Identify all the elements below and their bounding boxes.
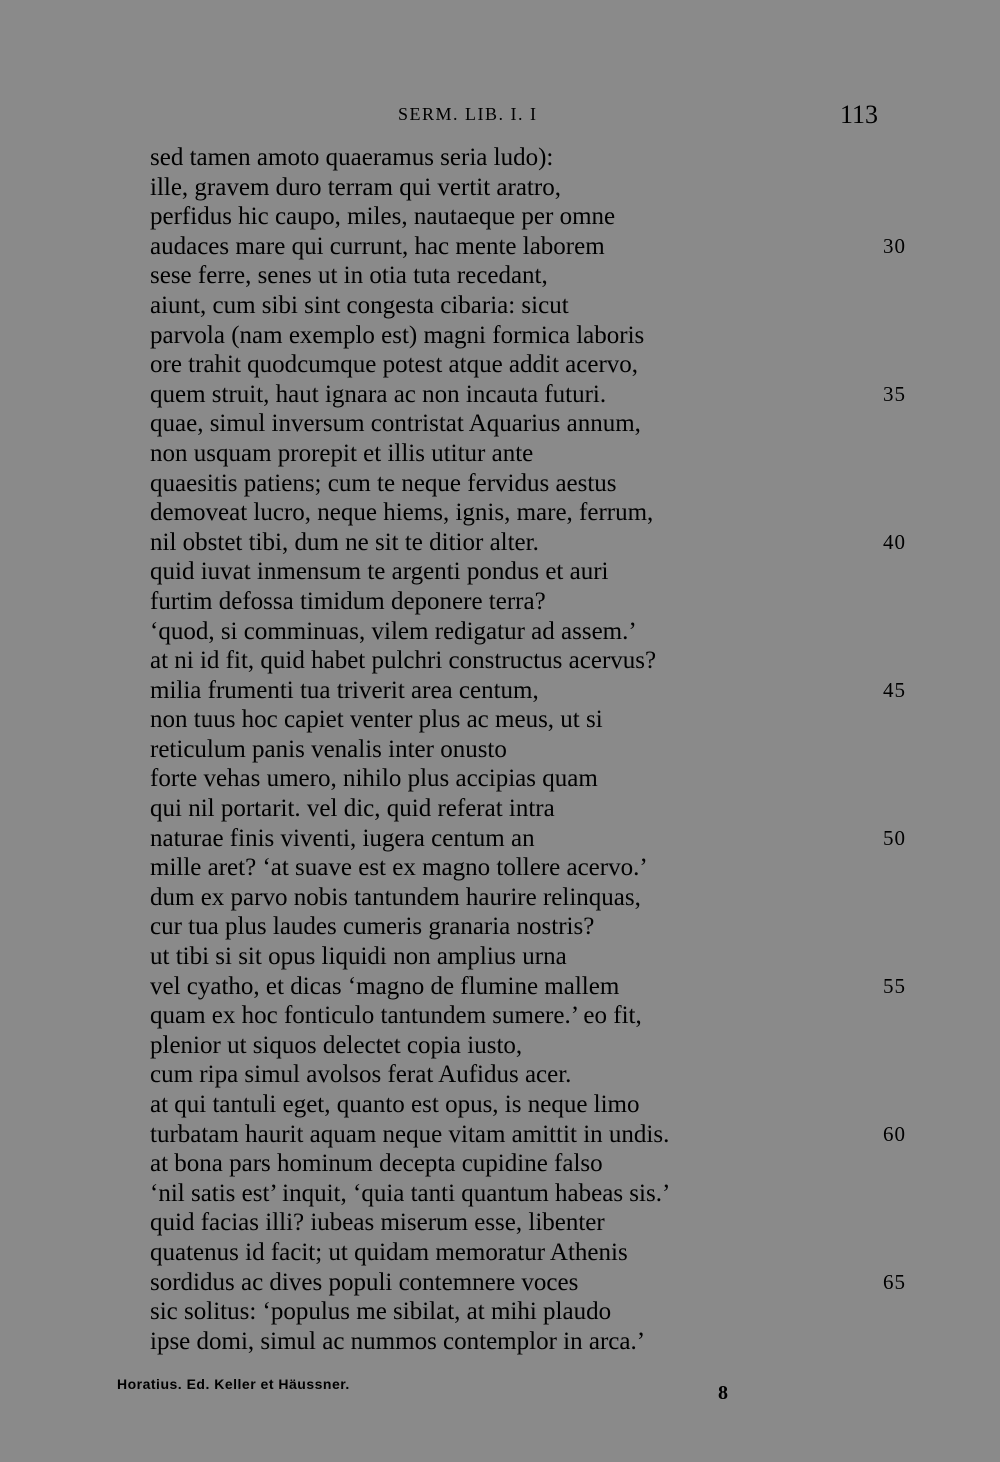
verse-text: at bona pars hominum decepta cupidine falso: [150, 1150, 603, 1178]
verse-line: [150, 1149, 910, 1179]
line-number: 40: [883, 529, 906, 554]
signature-mark: 8: [718, 1382, 728, 1404]
verse-text: qui nil portarit. vel dic, quid referat intra: [150, 795, 555, 823]
verse-text: non usquam prorepit et illis utitur ante: [150, 439, 534, 467]
verse-line: [150, 1327, 910, 1357]
verse-text: sordidus ac dives populi contemnere voces: [150, 1268, 579, 1296]
verse-line: [150, 646, 910, 676]
line-number: 55: [883, 973, 906, 998]
verse-line: [150, 409, 910, 439]
verse-text: reticulum panis venalis inter onusto: [150, 735, 507, 763]
verse-line: [150, 498, 910, 528]
verse-line: [150, 1179, 910, 1209]
line-number: 60: [883, 1121, 906, 1146]
verse-text: quid iuvat inmensum te argenti pondus et auri: [150, 558, 609, 586]
verse-line: [150, 291, 910, 321]
line-number: 50: [883, 825, 906, 850]
verse-text: nil obstet tibi, dum ne sit te ditior alter.: [150, 528, 539, 556]
verse-text: quaesitis patiens; cum te neque fervidus aestus: [150, 469, 617, 497]
verse-text: quam ex hoc fonticulo tantundem sumere.’ eo fit,: [150, 1002, 642, 1030]
verse-text: quatenus id facit; ut quidam memoratur Athenis: [150, 1238, 628, 1266]
verse-text: dum ex parvo nobis tantundem haurire relinquas,: [150, 883, 641, 911]
verse-line: [150, 1208, 910, 1238]
verse-line: [150, 1268, 910, 1298]
line-number: 65: [883, 1269, 906, 1294]
line-number: 45: [883, 677, 906, 702]
page-number: 113: [839, 100, 878, 129]
imprint-line: Horatius. Ed. Keller et Häussner.: [117, 1376, 350, 1392]
verse-block: [150, 143, 910, 1356]
verse-text: demoveat lucro, neque hiems, ignis, mare, ferrum,: [150, 499, 654, 527]
verse-text: forte vehas umero, nihilo plus accipias quam: [150, 765, 598, 793]
verse-text: quae, simul inversum contristat Aquarius annum,: [150, 410, 641, 438]
verse-line: [150, 232, 910, 262]
verse-line: [150, 528, 910, 558]
verse-line: [150, 1060, 910, 1090]
verse-line: [150, 380, 910, 410]
verse-line: [150, 261, 910, 291]
verse-text: ‘quod, si comminuas, vilem redigatur ad assem.’: [150, 617, 637, 645]
verse-line: [150, 764, 910, 794]
verse-line: [150, 735, 910, 765]
verse-line: [150, 912, 910, 942]
verse-line: [150, 617, 910, 647]
verse-text: cur tua plus laudes cumeris granaria nostris?: [150, 913, 595, 941]
running-head: [0, 100, 1000, 130]
verse-text: quem struit, haut ignara ac non incauta futuri.: [150, 380, 607, 408]
verse-line: [150, 1031, 910, 1061]
verse-line: [150, 824, 910, 854]
verse-text: mille aret? ‘at suave est ex magno tollere acervo.’: [150, 854, 648, 882]
verse-text: furtim defossa timidum deponere terra?: [150, 587, 546, 615]
verse-line: [150, 469, 910, 499]
verse-line: [150, 587, 910, 617]
verse-text: sese ferre, senes ut in otia tuta recedant,: [150, 262, 548, 290]
verse-text: ore trahit quodcumque potest atque addit acervo,: [150, 351, 639, 379]
verse-text: naturae finis viventi, iugera centum an: [150, 824, 535, 852]
verse-line: [150, 350, 910, 380]
verse-text: sed tamen amoto quaeramus seria ludo):: [150, 144, 554, 171]
verse-line: [150, 794, 910, 824]
verse-line: [150, 202, 910, 232]
verse-line: [150, 883, 910, 913]
verse-text: sic solitus: ‘populus me sibilat, at mihi plaudo: [150, 1298, 612, 1326]
verse-line: [150, 143, 910, 173]
verse-text: perfidus hic caupo, miles, nautaeque per omne: [150, 203, 616, 231]
verse-text: cum ripa simul avolsos ferat Aufidus acer.: [150, 1061, 572, 1089]
verse-text: ‘nil satis est’ inquit, ‘quia tanti quantum habeas sis.’: [150, 1179, 671, 1207]
line-number: 30: [883, 233, 906, 258]
verse-text: ut tibi si sit opus liquidi non amplius urna: [150, 943, 567, 971]
verse-line: [150, 972, 910, 1002]
verse-text: aiunt, cum sibi sint congesta cibaria: sicut: [150, 291, 569, 319]
verse-line: [150, 557, 910, 587]
verse-line: [150, 853, 910, 883]
verse-text: non tuus hoc capiet venter plus ac meus, ut si: [150, 706, 603, 734]
verse-line: [150, 1238, 910, 1268]
verse-line: [150, 321, 910, 351]
verse-text: milia frumenti tua triverit area centum,: [150, 676, 539, 704]
verse-text: ille, gravem duro terram qui vertit aratro,: [150, 173, 561, 201]
verse-text: parvola (nam exemplo est) magni formica laboris: [150, 321, 645, 349]
verse-text: ipse domi, simul ac nummos contemplor in arca.’: [150, 1327, 646, 1355]
verse-line: [150, 1297, 910, 1327]
verse-text: quid facias illi? iubeas miserum esse, libenter: [150, 1209, 605, 1237]
verse-line: [150, 439, 910, 469]
verse-line: [150, 173, 910, 203]
verse-line: [150, 705, 910, 735]
verse-text: turbatam haurit aquam neque vitam amittit in undis.: [150, 1120, 670, 1148]
verse-line: [150, 942, 910, 972]
verse-line: [150, 1120, 910, 1150]
line-number: 35: [883, 381, 906, 406]
verse-line: [150, 1001, 910, 1031]
verse-line: [150, 1090, 910, 1120]
verse-text: at qui tantuli eget, quanto est opus, is neque limo: [150, 1091, 640, 1118]
verse-line: [150, 676, 910, 706]
verse-text: plenior ut siquos delectet copia iusto,: [150, 1031, 523, 1059]
verse-text: audaces mare qui currunt, hac mente laborem: [150, 232, 605, 260]
verse-text: at ni id fit, quid habet pulchri constructus acervus?: [150, 647, 657, 675]
page-footer: [0, 1374, 1000, 1414]
running-title: SERM. LIB. I. I: [398, 104, 538, 124]
verse-text: vel cyatho, et dicas ‘magno de flumine mallem: [150, 972, 620, 1000]
